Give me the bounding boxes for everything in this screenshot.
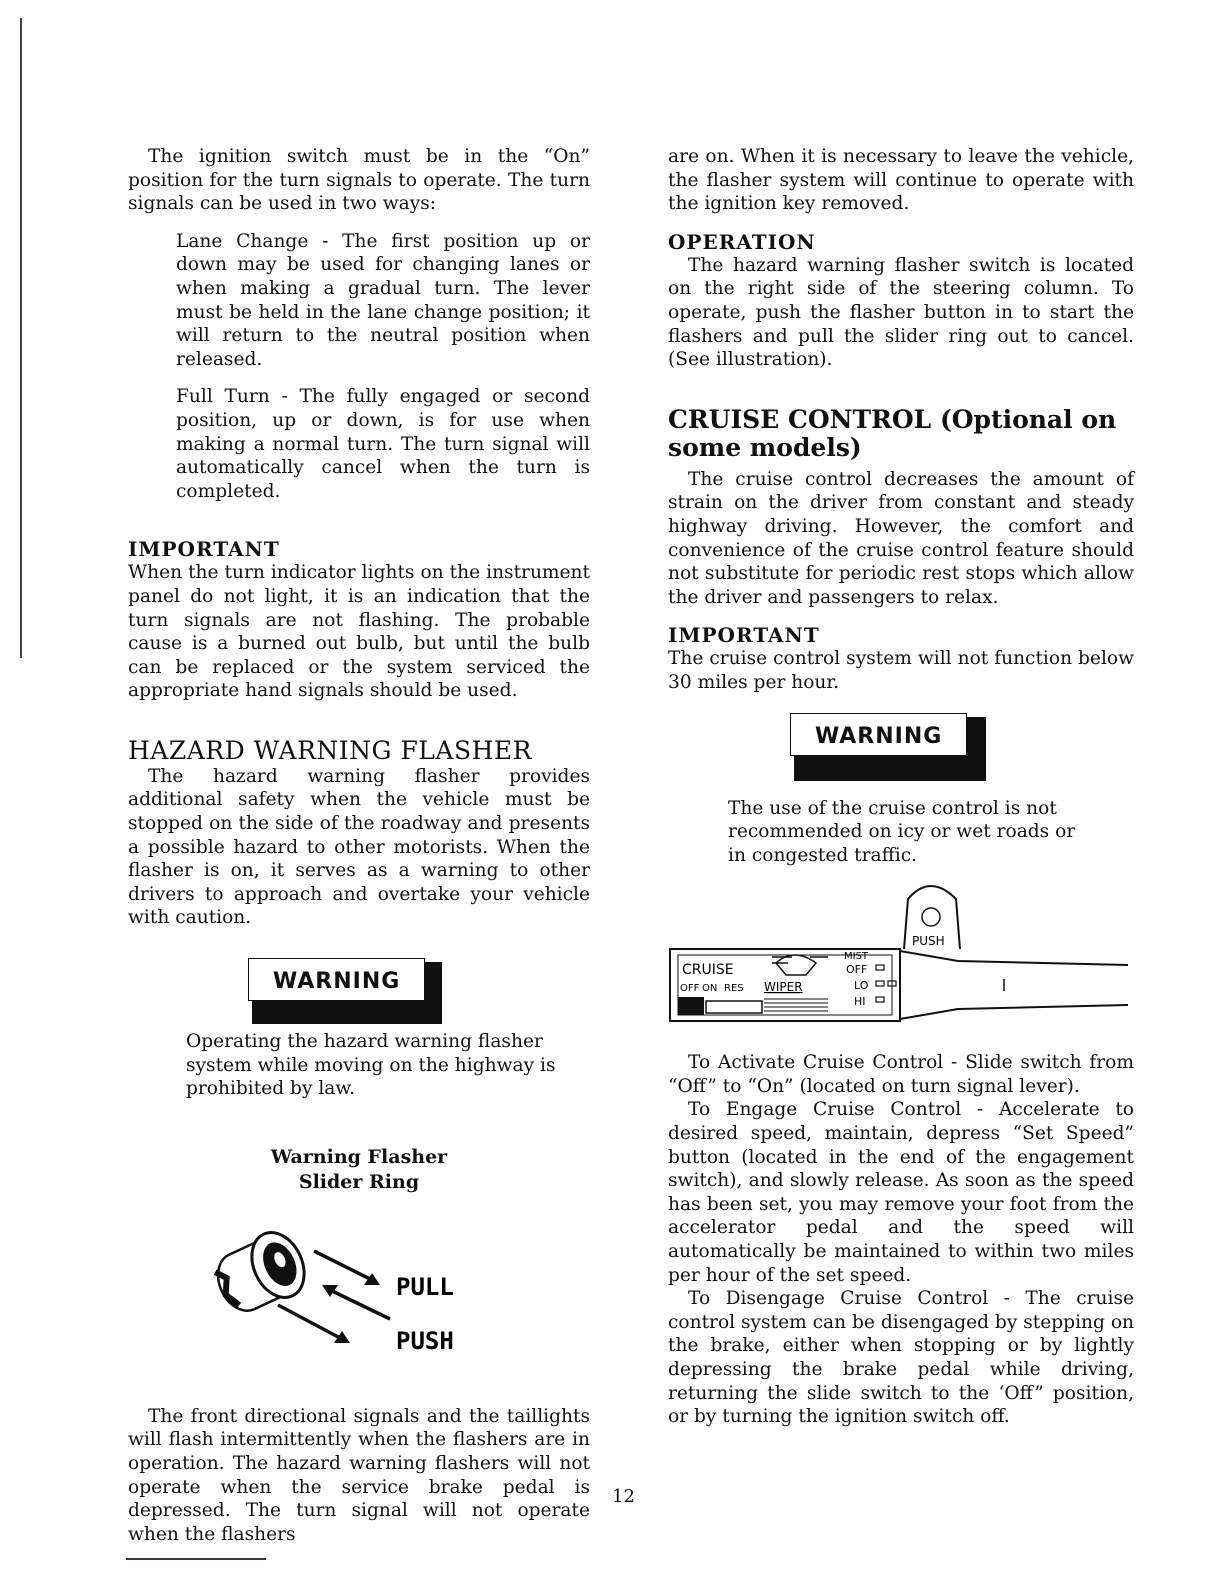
- continued-paragraph: are on. When it is necessary to leave the vehicle, the flasher system will continue to operate with the ignition key removed.: [668, 146, 1134, 215]
- lever-push-label: PUSH: [912, 934, 945, 949]
- page-number: 12: [612, 1486, 635, 1507]
- lever-res-label: RES: [724, 983, 744, 995]
- pull-label: PULL: [396, 1272, 454, 1301]
- lane-change-paragraph: Lane Change - The first position up or down may be used for changing lanes or when making a gradual turn. The lever must be held in the lane change position; it will return to the neutral position when released.: [176, 230, 590, 370]
- operation-paragraph: The hazard warning flasher switch is located on the right side of the steering column. To operate, push the flasher button in to start the flashers and pull the slider ring out to cancel.(See illustration).: [668, 254, 1134, 371]
- operation-heading: OPERATION: [668, 229, 816, 254]
- hazard-warning-text: Operating the hazard warning flasher system while moving on the highway is prohibited by law.: [186, 1031, 556, 1100]
- lever-hi-label: HI: [854, 995, 866, 1009]
- hazard-warning-banner: [128, 952, 590, 1030]
- slider-ring-drawing: [128, 1195, 590, 1365]
- important-paragraph: When the turn indicator lights on the instrument panel do not light, it is an indication that the turn signals are not flashing. The probable cause is a burned out bulb, but until the bulb can be replaced or the system serviced the appropriate hand signals should be used.: [128, 562, 590, 702]
- scan-edge-line: [20, 18, 22, 658]
- intro-paragraph: The ignition switch must be in the “On” position for the turn signals to operate. The turn signals can be used in two ways:: [128, 146, 590, 215]
- lever-on-label: ON: [702, 983, 718, 995]
- lever-off-label: OFF: [680, 983, 700, 995]
- slider-ring-illustration: [128, 1195, 590, 1365]
- hazard-paragraph: The hazard warning flasher provides additional safety when the vehicle must be stopped on the side of the roadway and presents a possible hazard to other motorists. When the flasher is on, it serves as a warning to other drivers to approach and overtake your vehicle with caution.: [128, 765, 590, 929]
- lever-drawing: [668, 879, 1134, 1029]
- full-turn-paragraph: Full Turn - The fully engaged or second position, up or down, is for use when making a normal turn. The turn signal will automatically cancel when the turn is completed.: [176, 386, 590, 502]
- figure-caption-line2: Slider Ring: [298, 1170, 420, 1193]
- lever-wiper-label: WIPER: [764, 980, 803, 995]
- right-column: [668, 145, 1134, 1429]
- flash-paragraph: The front directional signals and the taillights will flash intermittently when the flashers are in operation. The hazard warning flashers will not operate when the service brake pedal is depressed. The turn signal will not operate when the flashers: [128, 1405, 590, 1545]
- important-heading: IMPORTANT: [128, 537, 280, 562]
- lever-cruise-label: CRUISE: [682, 962, 734, 979]
- push-label: PUSH: [396, 1326, 454, 1355]
- cruise-warning-label: WARNING: [790, 713, 967, 756]
- cruise-warning-text: The use of the cruise control is not recommended on icy or wet roads or in congested traffic.: [728, 797, 1076, 866]
- warning-label: WARNING: [248, 958, 425, 1001]
- cruise-important-heading: IMPORTANT: [668, 623, 820, 648]
- activate-paragraph: To Activate Cruise Control - Slide switch from “Off” to “On” (located on turn signal lever).: [668, 1052, 1134, 1097]
- lever-mist-label: MIST: [844, 951, 869, 963]
- left-column: [128, 145, 590, 1546]
- cruise-heading: CRUISE CONTROL (Optional on some models): [668, 404, 1117, 462]
- cruise-paragraph: The cruise control decreases the amount of strain on the driver from constant and steady highway driving. However, the comfort and convenience of the cruise control feature should not substitute for periodic rest stops which allow the driver and passengers to relax.: [668, 468, 1134, 608]
- lever-lo-label: LO: [854, 979, 869, 993]
- disengage-paragraph: To Disengage Cruise Control - The cruise control system can be disengaged by stepping on the brake, either when stopping or by lightly depressing the brake pedal while driving, returning the slide switch to the ‘Off” position, or by turning the ignition switch off.: [668, 1288, 1134, 1428]
- hazard-heading: HAZARD WARNING FLASHER: [128, 735, 532, 765]
- lever-wiper-off-label: OFF: [846, 963, 868, 977]
- cruise-warning-banner: [668, 707, 1134, 797]
- turn-signal-lever-illustration: [668, 879, 1134, 1029]
- figure-caption-line1: Warning Flasher: [270, 1145, 448, 1168]
- engage-paragraph: To Engage Cruise Control - Accelerate to desired speed, maintain, depress “Set Speed” button (located in the end of the engagement switch), and slowly release. As soon as the speed has been set, you may remove your foot from the accelerator pedal and the speed will automatically be maintained to within two miles per hour of the set speed.: [668, 1099, 1134, 1286]
- bottom-rule: [126, 1558, 266, 1560]
- cruise-important-paragraph: The cruise control system will not function below 30 miles per hour.: [668, 648, 1134, 693]
